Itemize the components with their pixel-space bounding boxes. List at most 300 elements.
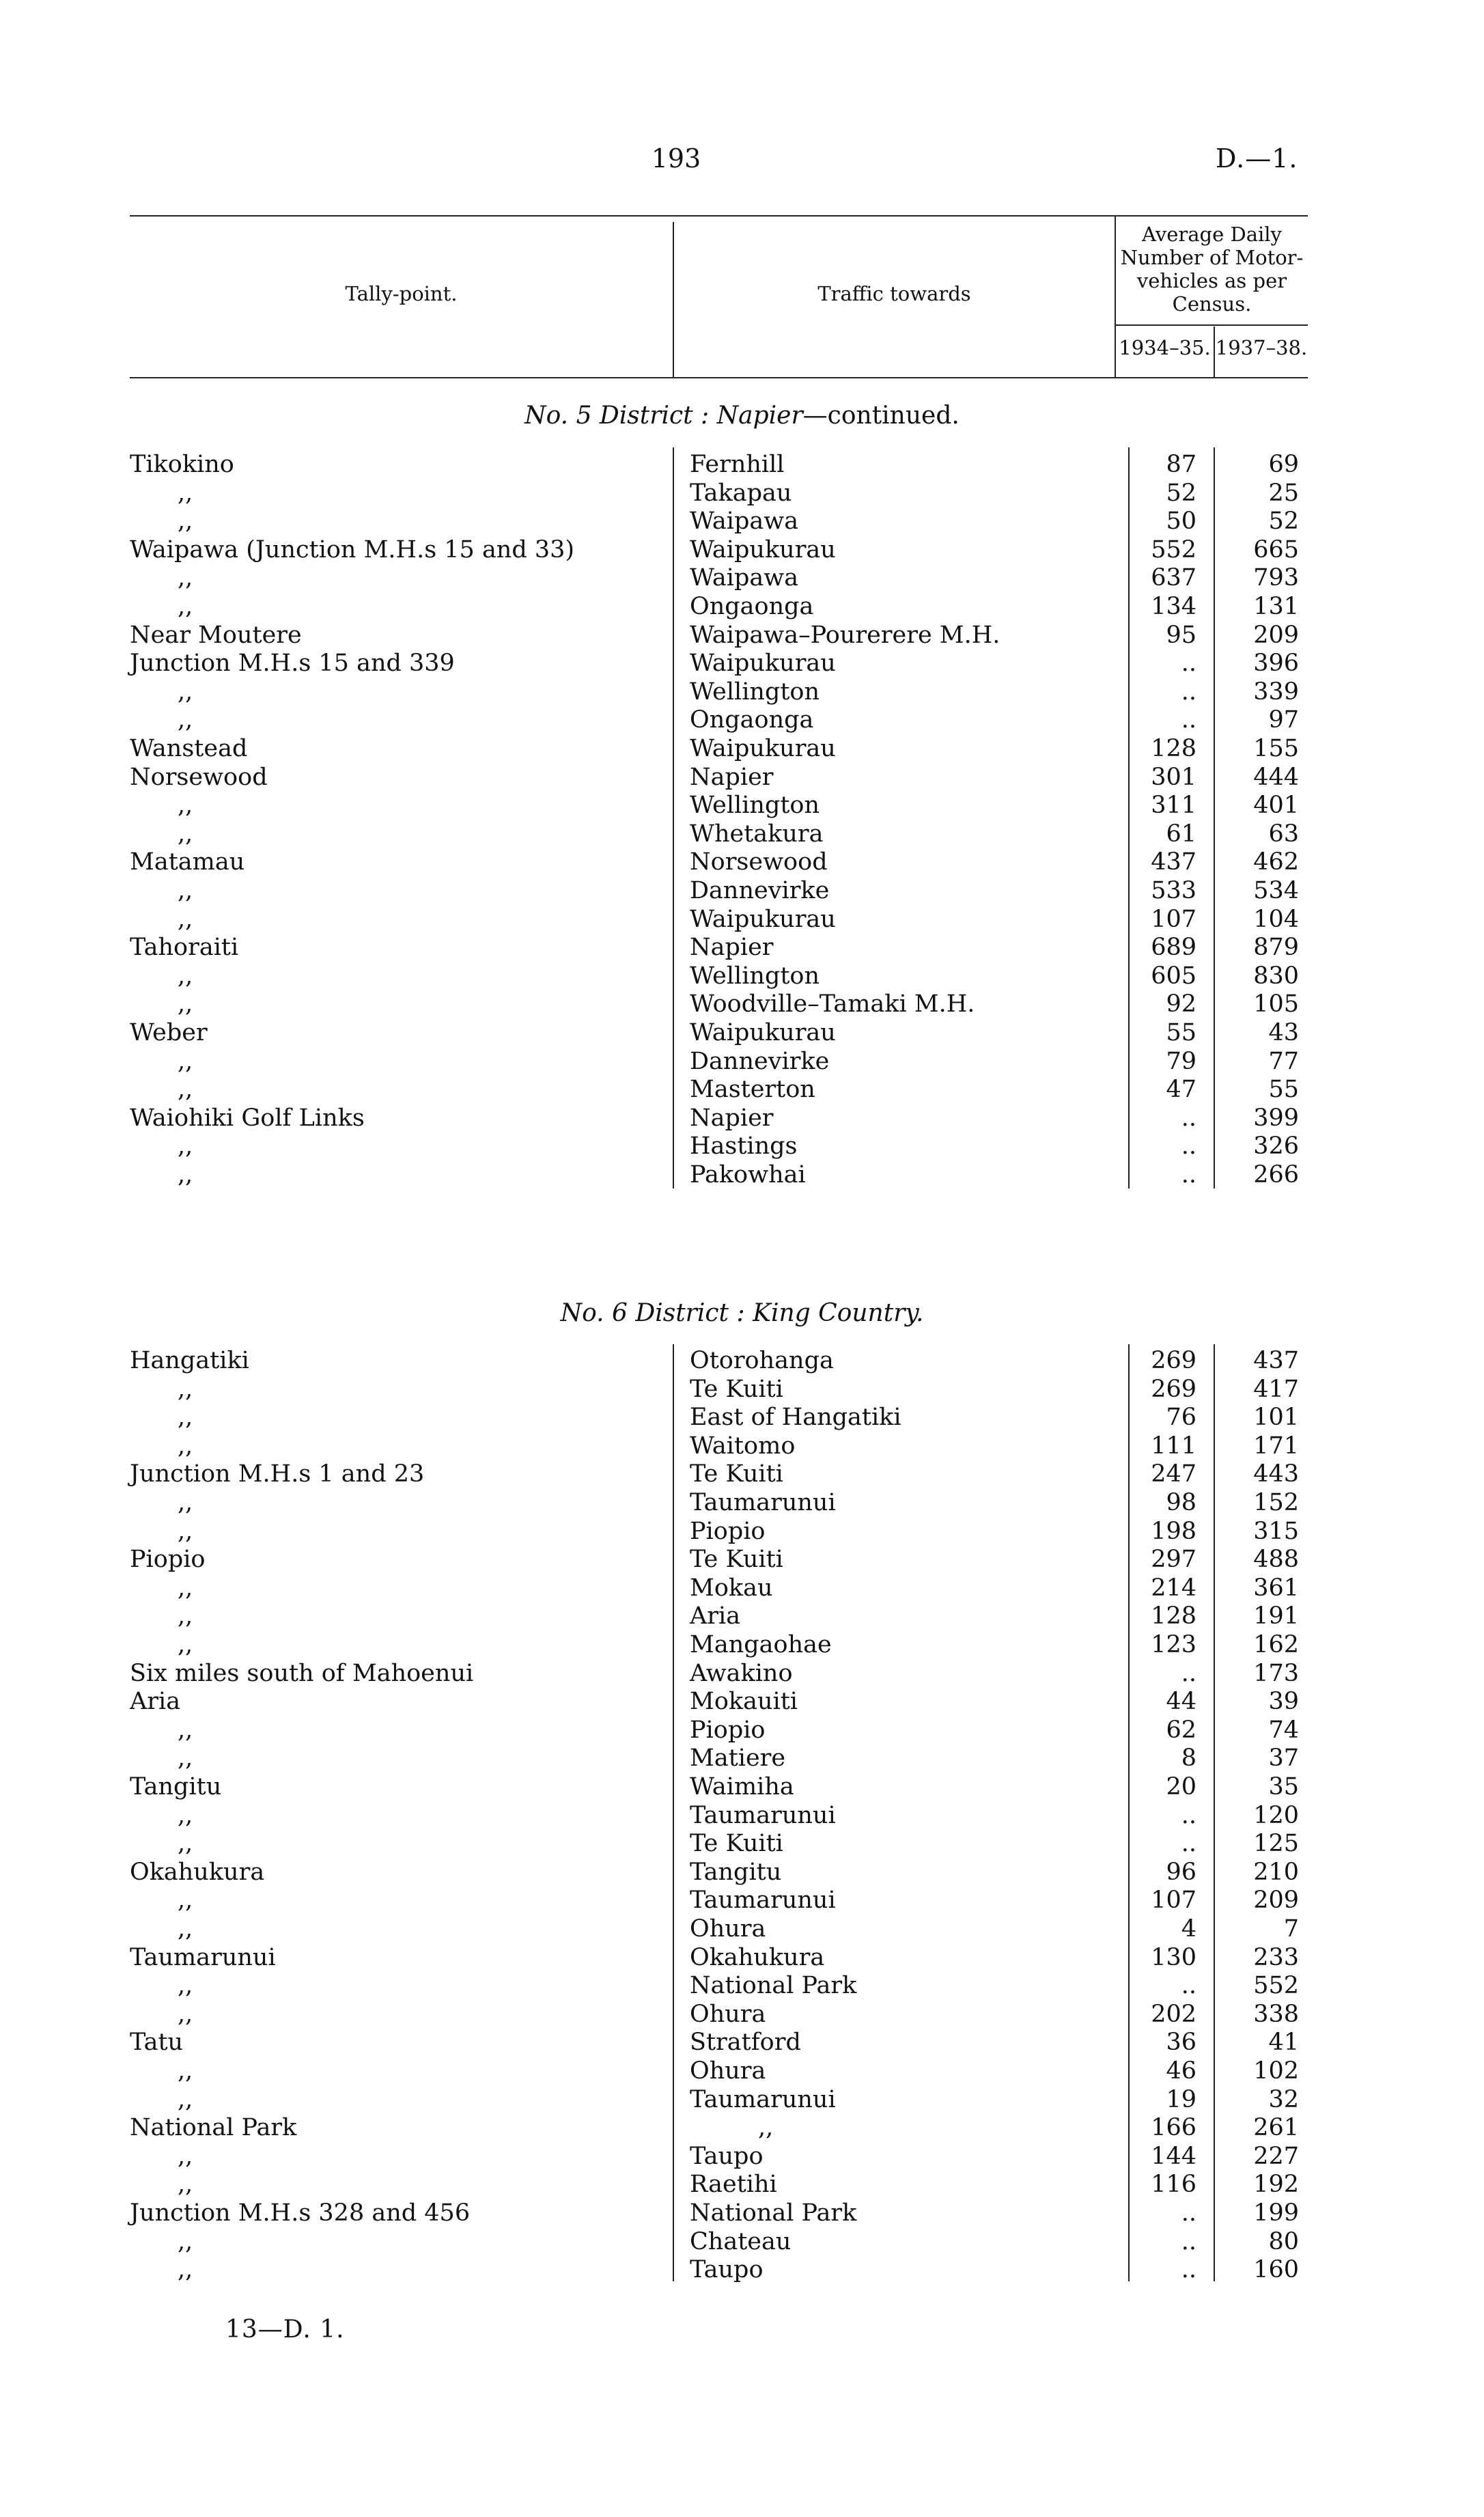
traffic-towards-cell: Wellington <box>690 792 820 820</box>
tally-point-cell: Wanstead <box>130 735 248 762</box>
count-1934-35-cell: 116 <box>1151 2171 1196 2199</box>
traffic-towards-cell: Taumarunui <box>690 1887 836 1915</box>
table-row <box>0 1104 1484 1132</box>
count-1937-38-cell: 191 <box>1253 1602 1299 1630</box>
count-1937-38-cell: 104 <box>1253 905 1299 933</box>
tally-point-cell: Junction M.H.s 15 and 339 <box>130 650 455 678</box>
count-1934-35-cell: 128 <box>1151 735 1196 762</box>
count-1937-38-cell: 77 <box>1268 1047 1299 1075</box>
traffic-towards-cell: Wellington <box>690 962 820 990</box>
header-average-line-4: Census. <box>1172 292 1252 316</box>
header-average-line-3: vehicles as per <box>1136 269 1287 292</box>
table-row <box>0 1972 1484 2000</box>
traffic-towards-cell: Whetakura <box>690 820 824 848</box>
table-row <box>0 1716 1484 1744</box>
table-row <box>0 1161 1484 1189</box>
district-5-number: No. 5 District : <box>524 402 710 430</box>
table-row <box>0 1859 1484 1887</box>
count-1937-38-cell: 209 <box>1253 621 1299 649</box>
count-1937-38-cell: 39 <box>1268 1688 1299 1716</box>
count-1937-38-cell: 830 <box>1253 962 1299 990</box>
tally-point-cell: ,, <box>178 1047 193 1075</box>
traffic-towards-cell: Taupo <box>690 2142 764 2170</box>
count-1934-35-cell: 214 <box>1151 1574 1196 1602</box>
table-row <box>0 2256 1484 2284</box>
count-1937-38-cell: 399 <box>1253 1104 1299 1132</box>
count-1937-38-cell: 125 <box>1253 1830 1299 1858</box>
traffic-towards-cell: Fernhill <box>690 451 785 478</box>
tally-point-cell: Near Moutere <box>130 621 302 649</box>
district-5-continued: —continued. <box>802 402 960 430</box>
count-1934-35-cell: 4 <box>1181 1915 1196 1943</box>
count-1934-35-cell: 47 <box>1166 1076 1196 1104</box>
count-1934-35-cell: .. <box>1181 706 1196 734</box>
table-row <box>0 2171 1484 2199</box>
count-1937-38-cell: 199 <box>1253 2199 1299 2227</box>
tally-point-cell: ,, <box>178 479 193 507</box>
traffic-towards-cell: Te Kuiti <box>690 1375 783 1403</box>
traffic-towards-cell: Woodville–Tamaki M.H. <box>690 990 975 1018</box>
header-tally-point: Tally-point. <box>345 282 458 305</box>
tally-point-cell: Taumarunui <box>130 1943 276 1971</box>
traffic-towards-cell: Awakino <box>690 1659 793 1687</box>
table-row <box>0 536 1484 564</box>
count-1934-35-cell: 87 <box>1166 451 1196 478</box>
table-row <box>0 1460 1484 1488</box>
table-row <box>0 1076 1484 1104</box>
table-row <box>0 1048 1484 1076</box>
tally-point-cell: Hangatiki <box>130 1347 249 1374</box>
traffic-towards-cell: Waipukurau <box>690 650 836 678</box>
tally-point-cell: ,, <box>178 1801 193 1829</box>
count-1937-38-cell: 173 <box>1253 1659 1299 1687</box>
traffic-towards-cell: National Park <box>690 2199 857 2227</box>
traffic-towards-cell: Pakowhai <box>690 1161 806 1188</box>
traffic-towards-cell: Waimiha <box>690 1773 794 1800</box>
traffic-towards-cell: Piopio <box>690 1716 766 1744</box>
district-6-heading <box>0 1299 1484 1327</box>
count-1937-38-cell: 55 <box>1268 1076 1299 1104</box>
count-1937-38-cell: 444 <box>1253 763 1299 791</box>
count-1934-35-cell: .. <box>1181 1104 1196 1132</box>
traffic-towards-cell: ,, <box>758 2114 774 2142</box>
table-row <box>0 1132 1484 1160</box>
tally-point-cell: Tikokino <box>130 451 234 478</box>
count-1937-38-cell: 315 <box>1253 1517 1299 1545</box>
tally-point-cell: Tahoraiti <box>130 934 239 962</box>
tally-point-cell: ,, <box>178 1574 193 1602</box>
tally-point-cell: ,, <box>178 678 193 706</box>
table-row <box>0 1773 1484 1801</box>
count-1937-38-cell: 41 <box>1268 2029 1299 2057</box>
header-top-rule <box>130 215 1308 217</box>
table-row <box>0 1688 1484 1716</box>
header-year-1934-35: 1934–35. <box>1119 336 1211 359</box>
tally-point-cell: ,, <box>178 1161 193 1188</box>
tally-point-cell: ,, <box>178 2227 193 2255</box>
tally-point-cell: ,, <box>178 2171 193 2199</box>
count-1934-35-cell: 689 <box>1151 934 1196 962</box>
count-1934-35-cell: 130 <box>1151 1943 1196 1971</box>
tally-point-cell: Weber <box>130 1019 208 1046</box>
count-1937-38-cell: 326 <box>1253 1132 1299 1160</box>
traffic-towards-cell: Piopio <box>690 1517 766 1545</box>
traffic-towards-cell: Waipukurau <box>690 536 836 564</box>
count-1937-38-cell: 361 <box>1253 1574 1299 1602</box>
tally-point-cell: Waiohiki Golf Links <box>130 1104 365 1132</box>
count-1934-35-cell: 297 <box>1151 1546 1196 1574</box>
count-1934-35-cell: 55 <box>1166 1019 1196 1046</box>
district-5-name: Napier <box>716 402 803 430</box>
table-row <box>0 2086 1484 2114</box>
table-row <box>0 764 1484 792</box>
district-5-divider-3 <box>1214 447 1215 1188</box>
traffic-towards-cell: Dannevirke <box>690 1047 830 1075</box>
table-row <box>0 735 1484 763</box>
tally-point-cell: ,, <box>178 593 193 620</box>
table-row <box>0 451 1484 479</box>
count-1937-38-cell: 25 <box>1268 479 1299 507</box>
tally-point-cell: Junction M.H.s 328 and 456 <box>130 2199 471 2227</box>
table-row <box>0 678 1484 706</box>
count-1937-38-cell: 233 <box>1253 1943 1299 1971</box>
header-average-line-2: Number of Motor- <box>1120 246 1304 269</box>
tally-point-cell: ,, <box>178 706 193 734</box>
count-1934-35-cell: .. <box>1181 1801 1196 1829</box>
table-row <box>0 1830 1484 1858</box>
tally-point-cell: ,, <box>178 962 193 990</box>
tally-point-cell: ,, <box>178 1744 193 1772</box>
table-row <box>0 1019 1484 1047</box>
table-row <box>0 1744 1484 1772</box>
table-row <box>0 2029 1484 2057</box>
count-1934-35-cell: 134 <box>1151 593 1196 620</box>
count-1934-35-cell: .. <box>1181 650 1196 678</box>
count-1934-35-cell: 19 <box>1166 2085 1196 2113</box>
count-1937-38-cell: 37 <box>1268 1744 1299 1772</box>
table-row <box>0 1915 1484 1943</box>
traffic-towards-cell: Taumarunui <box>690 1801 836 1829</box>
count-1934-35-cell: 128 <box>1151 1602 1196 1630</box>
traffic-towards-cell: Tangitu <box>690 1858 782 1886</box>
document-reference: D.—1. <box>1216 143 1298 173</box>
traffic-towards-cell: Waitomo <box>690 1432 796 1460</box>
count-1937-38-cell: 879 <box>1253 934 1299 962</box>
count-1937-38-cell: 417 <box>1253 1375 1299 1403</box>
district-6-divider-3 <box>1214 1344 1215 2281</box>
traffic-towards-cell: Takapau <box>690 479 792 507</box>
tally-point-cell: Piopio <box>130 1546 206 1574</box>
count-1934-35-cell: .. <box>1181 1830 1196 1858</box>
count-1937-38-cell: 102 <box>1253 2057 1299 2085</box>
traffic-towards-cell: Napier <box>690 1104 774 1132</box>
count-1934-35-cell: .. <box>1181 1132 1196 1160</box>
count-1937-38-cell: 210 <box>1253 1858 1299 1886</box>
count-1937-38-cell: 80 <box>1268 2227 1299 2255</box>
count-1934-35-cell: 198 <box>1151 1517 1196 1545</box>
count-1937-38-cell: 35 <box>1268 1773 1299 1800</box>
traffic-towards-cell: Ongaonga <box>690 706 814 734</box>
table-row <box>0 706 1484 734</box>
tally-point-cell: ,, <box>178 2057 193 2085</box>
count-1937-38-cell: 209 <box>1253 1887 1299 1915</box>
table-row <box>0 934 1484 962</box>
count-1934-35-cell: 50 <box>1166 507 1196 536</box>
tally-point-cell: ,, <box>178 1830 193 1858</box>
count-1934-35-cell: 533 <box>1151 877 1196 904</box>
table-row <box>0 2228 1484 2256</box>
table-row <box>0 877 1484 905</box>
count-1937-38-cell: 63 <box>1268 820 1299 848</box>
traffic-towards-cell: Waipukurau <box>690 735 836 762</box>
table-row <box>0 564 1484 592</box>
count-1937-38-cell: 192 <box>1253 2171 1299 2199</box>
district-6-name: King Country. <box>753 1299 924 1327</box>
district-6-divider-1 <box>673 1344 674 2281</box>
count-1937-38-cell: 52 <box>1268 507 1299 536</box>
traffic-towards-cell: East of Hangatiki <box>690 1404 901 1432</box>
count-1937-38-cell: 665 <box>1253 536 1299 564</box>
traffic-towards-cell: Mokauiti <box>690 1688 798 1716</box>
tally-point-cell: ,, <box>178 1404 193 1432</box>
count-1937-38-cell: 534 <box>1253 877 1299 904</box>
count-1934-35-cell: 552 <box>1151 536 1196 564</box>
count-1937-38-cell: 74 <box>1268 1716 1299 1744</box>
count-1934-35-cell: 311 <box>1151 792 1196 820</box>
table-row <box>0 1631 1484 1659</box>
count-1937-38-cell: 339 <box>1253 678 1299 706</box>
traffic-towards-cell: Waipukurau <box>690 1019 836 1046</box>
traffic-towards-cell: Mokau <box>690 1574 773 1602</box>
traffic-towards-cell: Napier <box>690 934 774 962</box>
tally-point-cell: Waipawa (Junction M.H.s 15 and 33) <box>130 536 575 564</box>
count-1934-35-cell: .. <box>1181 1659 1196 1687</box>
table-row <box>0 507 1484 536</box>
tally-point-cell: ,, <box>178 564 193 592</box>
tally-point-cell: ,, <box>178 2085 193 2113</box>
traffic-towards-cell: Chateau <box>690 2227 792 2255</box>
tally-point-cell: ,, <box>178 1631 193 1658</box>
traffic-towards-cell: Taumarunui <box>690 1489 836 1516</box>
traffic-towards-cell: Ohura <box>690 1915 766 1943</box>
traffic-towards-cell: National Park <box>690 1972 857 2000</box>
tally-point-cell: Matamau <box>130 848 245 876</box>
traffic-towards-cell: Masterton <box>690 1076 815 1104</box>
traffic-towards-cell: Te Kuiti <box>690 1546 783 1574</box>
header-year-rule <box>1115 324 1308 326</box>
traffic-towards-cell: Waipawa <box>690 507 799 536</box>
count-1934-35-cell: 123 <box>1151 1631 1196 1658</box>
table-row <box>0 820 1484 848</box>
count-1937-38-cell: 69 <box>1268 451 1299 478</box>
table-row <box>0 1602 1484 1630</box>
tally-point-cell: ,, <box>178 1716 193 1744</box>
count-1937-38-cell: 401 <box>1253 792 1299 820</box>
count-1934-35-cell: 52 <box>1166 479 1196 507</box>
count-1937-38-cell: 462 <box>1253 848 1299 876</box>
tally-point-cell: ,, <box>178 1489 193 1516</box>
table-row <box>0 1376 1484 1404</box>
traffic-towards-cell: Napier <box>690 763 774 791</box>
traffic-towards-cell: Stratford <box>690 2029 801 2057</box>
count-1934-35-cell: 61 <box>1166 820 1196 848</box>
table-row <box>0 990 1484 1018</box>
table-row <box>0 1489 1484 1517</box>
table-row <box>0 622 1484 650</box>
table-row <box>0 962 1484 990</box>
traffic-towards-cell: Te Kuiti <box>690 1460 783 1488</box>
count-1934-35-cell: 247 <box>1151 1460 1196 1488</box>
count-1937-38-cell: 488 <box>1253 1546 1299 1574</box>
count-1937-38-cell: 43 <box>1268 1019 1299 1046</box>
tally-point-cell: Norsewood <box>130 763 268 791</box>
table-row <box>0 1347 1484 1375</box>
table-row <box>0 1887 1484 1915</box>
traffic-towards-cell: Ohura <box>690 2000 766 2028</box>
count-1934-35-cell: 301 <box>1151 763 1196 791</box>
traffic-towards-cell: Wellington <box>690 678 820 706</box>
count-1937-38-cell: 443 <box>1253 1460 1299 1488</box>
tally-point-cell: ,, <box>178 1915 193 1943</box>
tally-point-cell: ,, <box>178 990 193 1018</box>
traffic-towards-cell: Matiere <box>690 1744 786 1772</box>
count-1937-38-cell: 32 <box>1268 2085 1299 2113</box>
traffic-towards-cell: Hastings <box>690 1132 798 1160</box>
count-1934-35-cell: 62 <box>1166 1716 1196 1744</box>
count-1934-35-cell: .. <box>1181 1972 1196 2000</box>
traffic-towards-cell: Waipukurau <box>690 905 836 933</box>
table-row <box>0 848 1484 876</box>
traffic-towards-cell: Raetihi <box>690 2171 777 2199</box>
traffic-towards-cell: Dannevirke <box>690 877 830 904</box>
count-1937-38-cell: 266 <box>1253 1161 1299 1188</box>
count-1937-38-cell: 227 <box>1253 2142 1299 2170</box>
traffic-towards-cell: Ohura <box>690 2057 766 2085</box>
header-bottom-rule <box>130 377 1308 378</box>
count-1934-35-cell: 269 <box>1151 1375 1196 1403</box>
count-1934-35-cell: 44 <box>1166 1688 1196 1716</box>
table-row <box>0 479 1484 507</box>
traffic-towards-cell: Taupo <box>690 2256 764 2284</box>
traffic-towards-cell: Okahukura <box>690 1943 825 1971</box>
count-1934-35-cell: 46 <box>1166 2057 1196 2085</box>
tally-point-cell: Okahukura <box>130 1858 265 1886</box>
traffic-towards-cell: Waipawa <box>690 564 799 592</box>
count-1937-38-cell: 793 <box>1253 564 1299 592</box>
count-1934-35-cell: 166 <box>1151 2114 1196 2142</box>
table-row <box>0 1802 1484 1830</box>
count-1934-35-cell: .. <box>1181 2227 1196 2255</box>
count-1934-35-cell: 605 <box>1151 962 1196 990</box>
district-6-divider-2 <box>1128 1344 1130 2281</box>
count-1937-38-cell: 101 <box>1253 1404 1299 1432</box>
table-row <box>0 2057 1484 2085</box>
count-1937-38-cell: 131 <box>1253 593 1299 620</box>
count-1934-35-cell: 79 <box>1166 1047 1196 1075</box>
count-1937-38-cell: 162 <box>1253 1631 1299 1658</box>
count-1937-38-cell: 155 <box>1253 735 1299 762</box>
tally-point-cell: ,, <box>178 792 193 820</box>
count-1934-35-cell: 437 <box>1151 848 1196 876</box>
traffic-towards-cell: Waipawa–Pourerere M.H. <box>690 621 1000 649</box>
table-row <box>0 1432 1484 1460</box>
count-1937-38-cell: 105 <box>1253 990 1299 1018</box>
count-1937-38-cell: 160 <box>1253 2256 1299 2284</box>
header-average-line-1: Average Daily <box>1142 223 1282 246</box>
count-1934-35-cell: 111 <box>1151 1432 1196 1460</box>
count-1934-35-cell: 96 <box>1166 1858 1196 1886</box>
tally-point-cell: Tatu <box>130 2029 184 2057</box>
count-1934-35-cell: 92 <box>1166 990 1196 1018</box>
count-1934-35-cell: 637 <box>1151 564 1196 592</box>
count-1934-35-cell: 76 <box>1166 1404 1196 1432</box>
tally-point-cell: ,, <box>178 820 193 848</box>
district-6-number: No. 6 District : <box>560 1299 745 1327</box>
count-1937-38-cell: 171 <box>1253 1432 1299 1460</box>
table-row <box>0 1660 1484 1688</box>
tally-point-cell: Junction M.H.s 1 and 23 <box>130 1460 425 1488</box>
table-row <box>0 1944 1484 1972</box>
tally-point-cell: ,, <box>178 507 193 536</box>
tally-point-cell: ,, <box>178 1432 193 1460</box>
tally-point-cell: National Park <box>130 2114 297 2142</box>
tally-point-cell: ,, <box>178 2142 193 2170</box>
count-1937-38-cell: 7 <box>1283 1915 1299 1943</box>
table-row <box>0 2001 1484 2029</box>
table-row <box>0 1546 1484 1574</box>
count-1937-38-cell: 97 <box>1268 706 1299 734</box>
tally-point-cell: ,, <box>178 1887 193 1915</box>
tally-point-cell: ,, <box>178 1972 193 2000</box>
table-row <box>0 1574 1484 1602</box>
table-row <box>0 2199 1484 2227</box>
traffic-towards-cell: Taumarunui <box>690 2085 836 2113</box>
tally-point-cell: ,, <box>178 2256 193 2284</box>
tally-point-cell: ,, <box>178 1517 193 1545</box>
tally-point-cell: Tangitu <box>130 1773 222 1800</box>
tally-point-cell: ,, <box>178 877 193 904</box>
tally-point-cell: ,, <box>178 1076 193 1104</box>
count-1934-35-cell: 107 <box>1151 905 1196 933</box>
header-traffic-towards: Traffic towards <box>817 282 971 305</box>
tally-point-cell: ,, <box>178 905 193 933</box>
table-row <box>0 2114 1484 2142</box>
count-1934-35-cell: .. <box>1181 2256 1196 2284</box>
count-1934-35-cell: 8 <box>1181 1744 1196 1772</box>
traffic-towards-cell: Aria <box>690 1602 741 1630</box>
count-1934-35-cell: 202 <box>1151 2000 1196 2028</box>
count-1934-35-cell: 36 <box>1166 2029 1196 2057</box>
traffic-towards-cell: Ongaonga <box>690 593 814 620</box>
tally-point-cell: Six miles south of Mahoenui <box>130 1659 474 1687</box>
traffic-towards-cell: Otorohanga <box>690 1347 834 1374</box>
traffic-towards-cell: Norsewood <box>690 848 828 876</box>
count-1937-38-cell: 396 <box>1253 650 1299 678</box>
footer-reference: 13—D. 1. <box>225 2316 345 2344</box>
tally-point-cell: ,, <box>178 1602 193 1630</box>
count-1934-35-cell: .. <box>1181 2199 1196 2227</box>
header-year-1937-38: 1937–38. <box>1215 336 1308 359</box>
count-1937-38-cell: 338 <box>1253 2000 1299 2028</box>
table-row <box>0 1404 1484 1432</box>
tally-point-cell: Aria <box>130 1688 181 1716</box>
table-row <box>0 593 1484 621</box>
count-1934-35-cell: .. <box>1181 1161 1196 1188</box>
page-number: 193 <box>651 143 701 173</box>
count-1937-38-cell: 261 <box>1253 2114 1299 2142</box>
district-5-divider-1 <box>673 447 674 1188</box>
count-1934-35-cell: 107 <box>1151 1887 1196 1915</box>
